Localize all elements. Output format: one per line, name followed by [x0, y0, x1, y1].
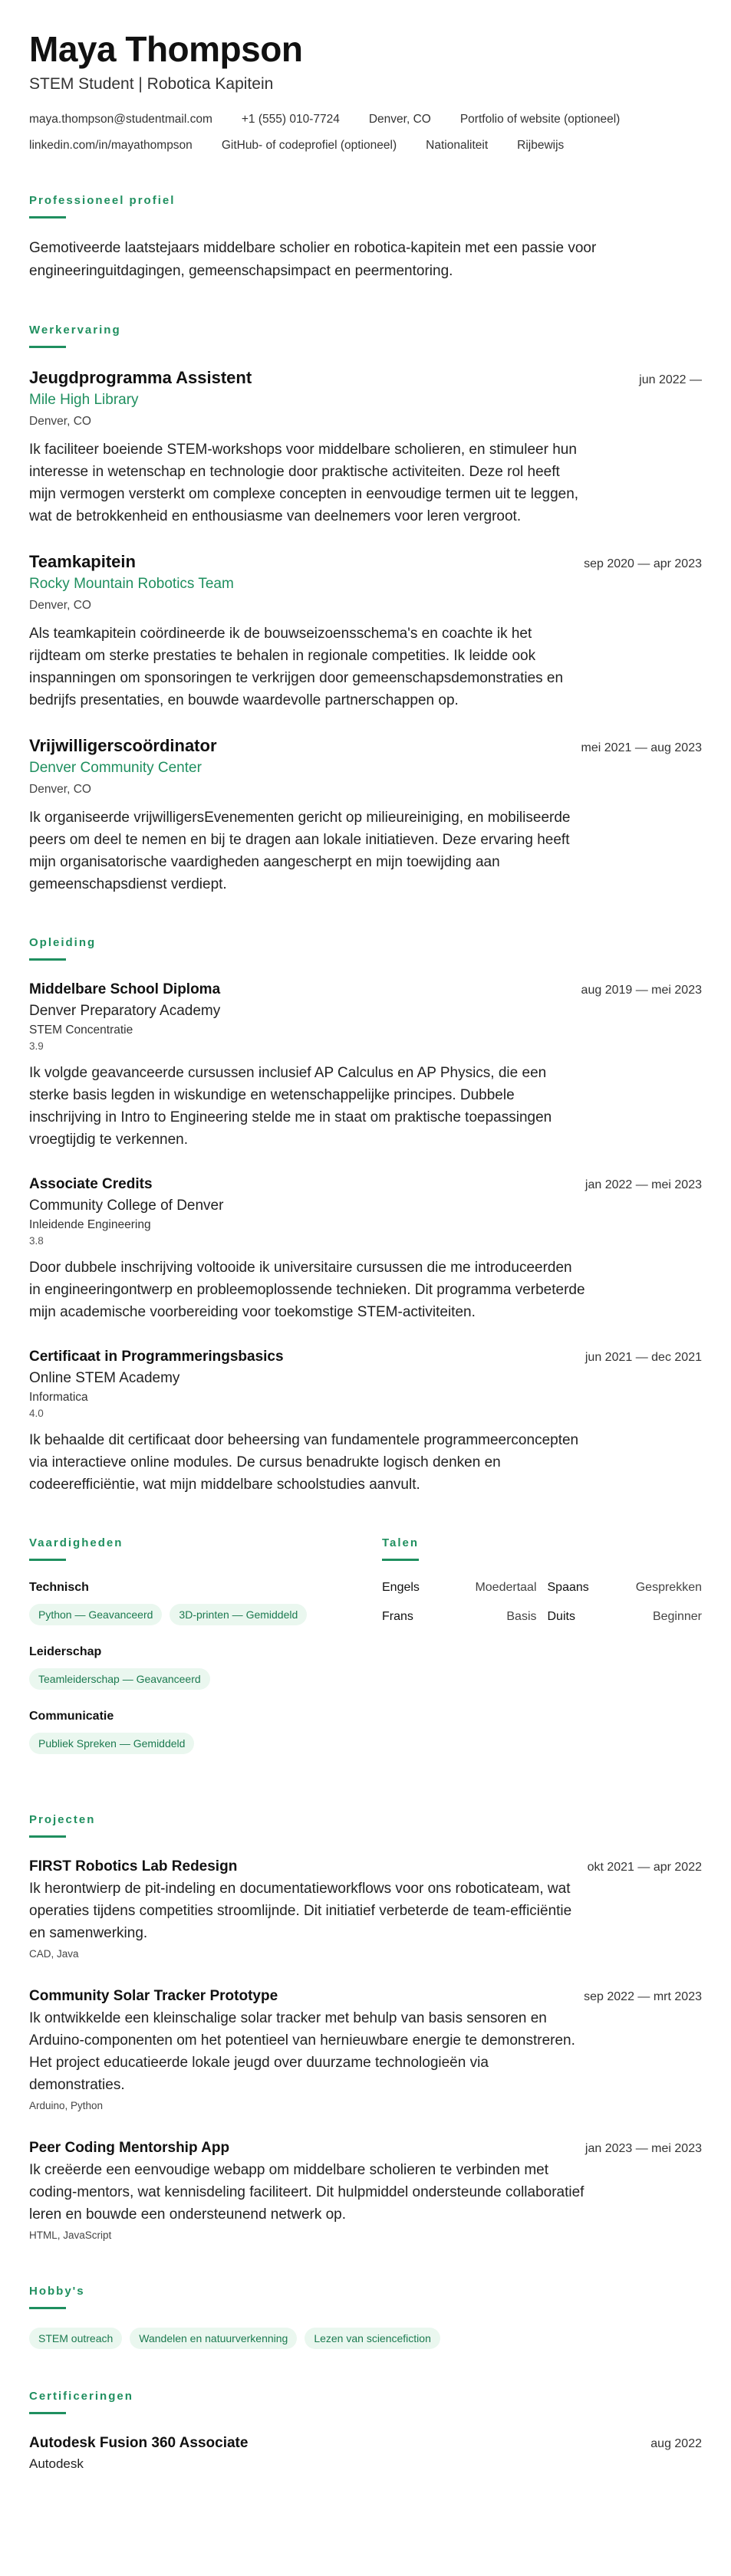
certification-date: aug 2022 [650, 2437, 702, 2450]
job-location: Denver, CO [29, 599, 91, 612]
education-entry [29, 1346, 702, 1496]
degree-title: Middelbare School Diploma [29, 981, 221, 997]
profile-summary: Gemotiveerde laatstejaars middelbare scholier en robotica-kapitein met een passie voor engineeringuitdagingen, gemeenschapsimpact en peermentoring. [29, 240, 597, 279]
language-name: Duits [547, 1610, 575, 1623]
contact-email[interactable]: maya.thompson@studentmail.com [29, 113, 212, 126]
contact-github[interactable]: GitHub- of codeprofiel (optioneel) [221, 139, 397, 152]
education-date: jun 2021 — dec 2021 [584, 1351, 702, 1364]
resume-header [29, 29, 702, 153]
project-name: FIRST Robotics Lab Redesign [29, 1858, 238, 1875]
candidate-name: Maya Thompson [29, 29, 303, 69]
skill-category: Leiderschap [29, 1645, 102, 1658]
education-entry [29, 979, 702, 1151]
language-level: Basis [506, 1610, 537, 1623]
job-employer: Rocky Mountain Robotics Team [29, 576, 234, 592]
language-name: Frans [382, 1610, 413, 1623]
degree-title: Certificaat in Programmeringsbasics [29, 1349, 284, 1365]
section-title: Werkervaring [29, 324, 121, 337]
contact-linkedin[interactable]: linkedin.com/in/mayathompson [29, 139, 193, 152]
project-date: jan 2023 — mei 2023 [584, 2142, 702, 2155]
skill-tag: 3D-printen — Gemiddeld [170, 1604, 307, 1625]
school-name: Community College of Denver [29, 1198, 224, 1214]
section-divider [29, 2307, 66, 2309]
hobby-list [29, 2328, 702, 2349]
job-date: jun 2022 — [639, 373, 702, 386]
skill-group [29, 1644, 382, 1690]
school-name: Online STEM Academy [29, 1370, 180, 1386]
project-tech: Arduino, Python [29, 2100, 104, 2111]
skill-category: Communicatie [29, 1710, 114, 1723]
job-description: Ik faciliteer boeiende STEM-workshops voor middelbare scholieren, en stimuleer hun interesse in wetenschap en technologie door praktische activiteiten. Deze rol heeft mijn vermogen versterkt om complexe concepten in eenvoudige termen uit te leggen, wat de betrokkenheid en enthousiasme van deelnemers voor leren vergroot. [29, 442, 579, 524]
school-name: Denver Preparatory Academy [29, 1003, 221, 1019]
language-name: Spaans [547, 1581, 589, 1594]
contact-location: Denver, CO [368, 113, 431, 126]
section-divider [29, 958, 66, 961]
hobbies-section [29, 2284, 702, 2349]
section-title: Certificeringen [29, 2390, 133, 2403]
section-title: Projecten [29, 1813, 96, 1826]
job-employer: Mile High Library [29, 392, 139, 408]
field-of-study: STEM Concentratie [29, 1024, 133, 1037]
language-item [548, 1608, 703, 1625]
skill-group [29, 1579, 382, 1625]
skill-group [29, 1708, 382, 1754]
experience-entry [29, 734, 702, 895]
section-title: Vaardigheden [29, 1536, 123, 1549]
project-name: Community Solar Tracker Prototype [29, 1988, 278, 2004]
candidate-headline: STEM Student | Robotica Kapitein [29, 75, 274, 93]
profile-section [29, 193, 702, 283]
skill-category: Technisch [29, 1581, 89, 1594]
experience-section [29, 323, 702, 895]
job-description: Als teamkapitein coördineerde ik de bouwseizoensschema's en coachte ik het rijdteam om sterke prestaties te behalen in regionale competities. Ik leidde ook inspanningen om sponsoringen te verkrijgen door gemeenschapsdemonstraties en bedrijfs presentaties, en bouwde waardevolle partnerschappen op. [29, 626, 564, 708]
skill-tag: Teamleiderschap — Geavanceerd [29, 1668, 210, 1690]
project-tech: HTML, JavaScript [29, 2229, 112, 2241]
section-divider [29, 1835, 66, 1838]
degree-title: Associate Credits [29, 1176, 153, 1192]
skills-languages-row [29, 1536, 702, 1773]
project-date: okt 2021 — apr 2022 [587, 1861, 702, 1874]
section-title: Opleiding [29, 936, 97, 949]
contact-list [29, 112, 702, 153]
language-item [382, 1608, 537, 1625]
experience-entry [29, 550, 702, 711]
hobby-tag: Wandelen en natuurverkenning [130, 2328, 297, 2349]
section-title: Talen [382, 1536, 420, 1549]
experience-entry [29, 366, 702, 527]
project-name: Peer Coding Mentorship App [29, 2140, 230, 2156]
project-date: sep 2022 — mrt 2023 [584, 1990, 702, 2003]
section-divider [29, 2412, 66, 2414]
skills-section [29, 1536, 382, 1773]
section-title: Professioneel profiel [29, 194, 176, 207]
job-title: Jeugdprogramma Assistent [29, 368, 252, 387]
education-entry [29, 1174, 702, 1323]
skill-tag: Python — Geavanceerd [29, 1604, 162, 1625]
projects-section [29, 1812, 702, 2244]
language-level: Beginner [652, 1610, 702, 1623]
section-title: Hobby's [29, 2285, 85, 2298]
job-location: Denver, CO [29, 783, 91, 796]
section-divider [29, 216, 66, 219]
project-entry [29, 1986, 702, 2114]
languages-section [382, 1536, 702, 1773]
skill-tag: Publiek Spreken — Gemiddeld [29, 1733, 194, 1754]
hobby-tag: Lezen van sciencefiction [305, 2328, 440, 2349]
certifications-section [29, 2389, 702, 2474]
language-item [548, 1579, 703, 1596]
job-title: Vrijwilligerscoördinator [29, 736, 217, 755]
education-description: Door dubbele inschrijving voltooide ik universitaire cursussen die me introduceerden in engineeringontwerp en probleemoplossende technieken. Dit programma verbeterde mijn academische voorbereiding voor toekomstige STEM-activiteiten. [29, 1260, 585, 1320]
project-tech: CAD, Java [29, 1948, 79, 1960]
education-description: Ik behaalde dit certificaat door beheersing van fundamentele programmeerconcepten via interactieve online modules. De cursus benadrukte logisch denken en codeerefficiëntie, wat mijn middelbare schoolstudies aanvult. [29, 1432, 579, 1493]
project-entry [29, 1856, 702, 1963]
contact-nationality: Nationaliteit [426, 139, 489, 152]
language-list [382, 1579, 702, 1625]
contact-drivers-license: Rijbewijs [517, 139, 565, 152]
project-entry [29, 2137, 702, 2244]
job-title: Teamkapitein [29, 552, 136, 571]
section-divider [29, 1559, 66, 1561]
language-level: Gesprekken [635, 1581, 702, 1594]
certification-entry [29, 2433, 702, 2474]
contact-phone[interactable]: +1 (555) 010-7724 [241, 113, 340, 126]
certification-issuer: Autodesk [29, 2456, 84, 2471]
project-description: Ik creëerde een eenvoudige webapp om middelbare scholieren te verbinden met coding-mentors, wat kennisdeling faciliteert. Dit hulpmiddel ondersteunde collaboratief leren en bouwde een ondersteunend netwerk op. [29, 2162, 584, 2223]
education-section [29, 935, 702, 1496]
education-description: Ik volgde geavanceerde cursussen inclusief AP Calculus en AP Physics, die een sterke basis legden in wiskundige en wetenschappelijke principes. Dubbele inschrijving in Intro to Engineering stelde me in staat om praktische toepassingen vroegtijdig te verkennen. [29, 1065, 552, 1148]
language-name: Engels [382, 1581, 420, 1594]
project-description: Ik herontwierp de pit-indeling en documentatieworkflows voor ons roboticateam, wat operaties tijdens competities stroomlijnde. Dit initiatief verbeterde de team-efficiëntie en samenwerking. [29, 1881, 572, 1941]
certification-name: Autodesk Fusion 360 Associate [29, 2435, 249, 2451]
job-location: Denver, CO [29, 415, 91, 428]
job-date: sep 2020 — apr 2023 [584, 557, 702, 570]
section-divider [29, 346, 66, 348]
language-level: Moedertaal [475, 1581, 537, 1594]
job-employer: Denver Community Center [29, 760, 202, 776]
job-date: mei 2021 — aug 2023 [581, 741, 702, 754]
field-of-study: Inleidende Engineering [29, 1218, 151, 1231]
field-of-study: Informatica [29, 1391, 88, 1404]
language-item [382, 1579, 537, 1596]
contact-portfolio[interactable]: Portfolio of website (optioneel) [459, 113, 621, 126]
gpa-value: 4.0 [29, 1408, 44, 1419]
gpa-value: 3.8 [29, 1235, 44, 1247]
gpa-value: 3.9 [29, 1040, 44, 1052]
section-divider [382, 1559, 419, 1561]
education-date: aug 2019 — mei 2023 [581, 984, 702, 997]
project-description: Ik ontwikkelde een kleinschalige solar tracker met behulp van basis sensoren en Arduino-componenten om het potentieel van hernieuwbare energie te demonstreren. Het project educatieerde lokale jeugd over duurzame technologieën via demonstraties. [29, 2010, 575, 2093]
job-description: Ik organiseerde vrijwilligersEvenementen gericht op milieureiniging, en mobiliseerde peers om deel te nemen en bij te dragen aan lokale initiatieven. Deze ervaring heeft mijn organisatorische vaardigheden aangescherpt en mijn toewijding aan gemeenschapsdienst verdiept. [29, 810, 571, 892]
education-date: jan 2022 — mei 2023 [584, 1178, 702, 1191]
hobby-tag: STEM outreach [29, 2328, 122, 2349]
